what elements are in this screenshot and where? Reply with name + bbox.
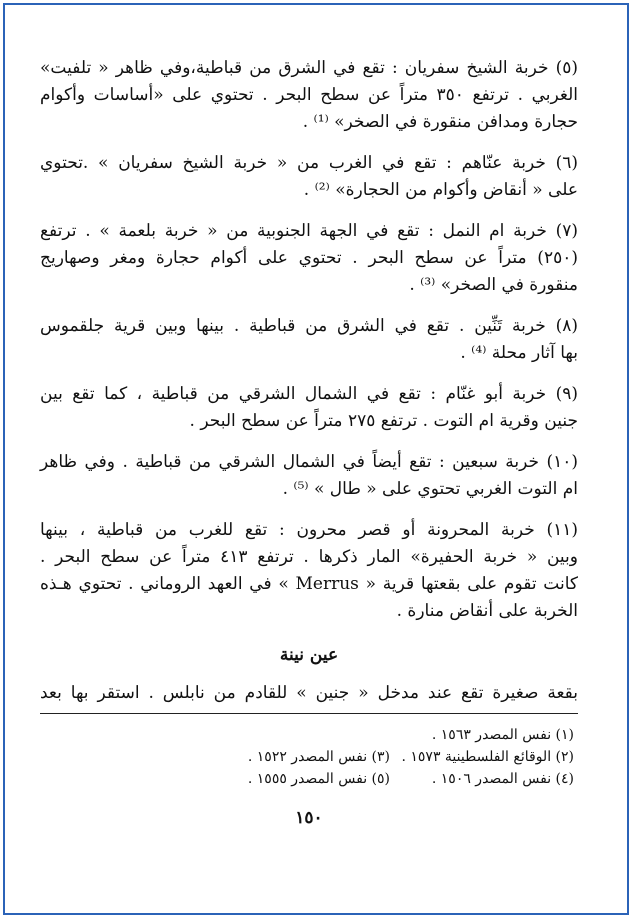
- book-page: [40, 55, 578, 828]
- entry-khirbet-umm-an-naml: [40, 218, 578, 299]
- footnote: (٥) نفس المصدر ١٥٥٥ .: [247, 771, 390, 787]
- entry-line: الغربي . ترتفع ٣٥٠ متراً عن سطح البحر . تحتوي على «أساسات وأكوام: [40, 85, 578, 105]
- footnote: (٤) نفس المصدر ١٥٠٦ .: [431, 771, 574, 787]
- entry-khirbet-abu-ghannam: [40, 381, 578, 435]
- footnote-row: [40, 724, 578, 746]
- entry-line: (٥) خربة الشيخ سفريان : تقع في الشرق من قباطية،وفي ظاهر « تلفيت»: [40, 58, 578, 78]
- footnotes: [40, 724, 578, 790]
- section-heading: عين نينة: [279, 645, 339, 665]
- entry-line: وبين « خربة الحفيرة» المار ذكرها . ترتفع ٤١٣ متراً عن سطح البحر .: [40, 547, 578, 567]
- footnote: (٢) الوقائع الفلسطينية ١٥٧٣ .: [401, 749, 574, 765]
- footnote-row: [40, 768, 578, 790]
- entry-khirbet-sheikh-safarian: [40, 55, 578, 136]
- entry-line: (٢٥٠) متراً عن سطح البحر . تحتوي على أكوام حجارة ومغر وصهاريج: [40, 248, 578, 268]
- entry-line: بها آثار محلة ⁽⁴⁾ .: [460, 343, 578, 363]
- footnote: (١) نفس المصدر ١٥٦٣ .: [431, 727, 574, 743]
- entry-line: حجارة ومدافن منقورة في الصخر» ⁽¹⁾ .: [302, 112, 578, 132]
- footnote-row: [40, 746, 578, 768]
- section-intro-line: بقعة صغيرة تقع عند مدخل « جنين » للقادم من نابلس . استقر بها بعد: [40, 679, 578, 714]
- entry-line: كانت تقوم على بقعتها قرية « Merrus » في العهد الروماني . تحتوي هـذه: [40, 574, 578, 594]
- footnote: (٣) نفس المصدر ١٥٢٢ .: [247, 749, 390, 765]
- entry-line: الخربة على أنقاض منارة .: [396, 601, 578, 621]
- entry-khirbet-sabeen: [40, 449, 578, 503]
- entry-line: (٨) خربة تَنِّين . تقع في الشرق من قباطية . بينها وبين قرية جلقموس: [40, 316, 578, 336]
- page-number: ١٥٠: [295, 808, 323, 828]
- entry-line: (١١) خربة المحرونة أو قصر محرون : تقع للغرب من قباطية ، بينها: [40, 520, 578, 540]
- entry-line: (٦) خربة عنّاهم : تقع في الغرب من « خربة الشيخ سفريان » .تحتوي: [40, 153, 578, 173]
- entry-khirbet-al-mahruna: [40, 517, 578, 625]
- entry-line: جنين وقرية ام التوت . ترتفع ٢٧٥ متراً عن سطح البحر .: [189, 411, 578, 431]
- entry-line: (٧) خربة ام النمل : تقع في الجهة الجنوبية من « خربة بلعمة » . ترتفع: [40, 221, 578, 241]
- entry-khirbet-annaham: [40, 150, 578, 204]
- entry-line: (٩) خربة أبو غنّام : تقع في الشمال الشرقي من قباطية ، كما تقع بين: [40, 384, 578, 404]
- entry-line: على « أنقاض وأكوام من الحجارة» ⁽²⁾ .: [303, 180, 578, 200]
- entry-line: (١٠) خربة سبعين : تقع أيضاً في الشمال الشرقي من قباطية . وفي ظاهر: [40, 452, 578, 472]
- entry-khirbet-tannin: [40, 313, 578, 367]
- entry-line: ام التوت الغربي تحتوي على « طال » ⁽⁵⁾ .: [282, 479, 578, 499]
- entry-line: منقورة في الصخر» ⁽³⁾ .: [409, 275, 578, 295]
